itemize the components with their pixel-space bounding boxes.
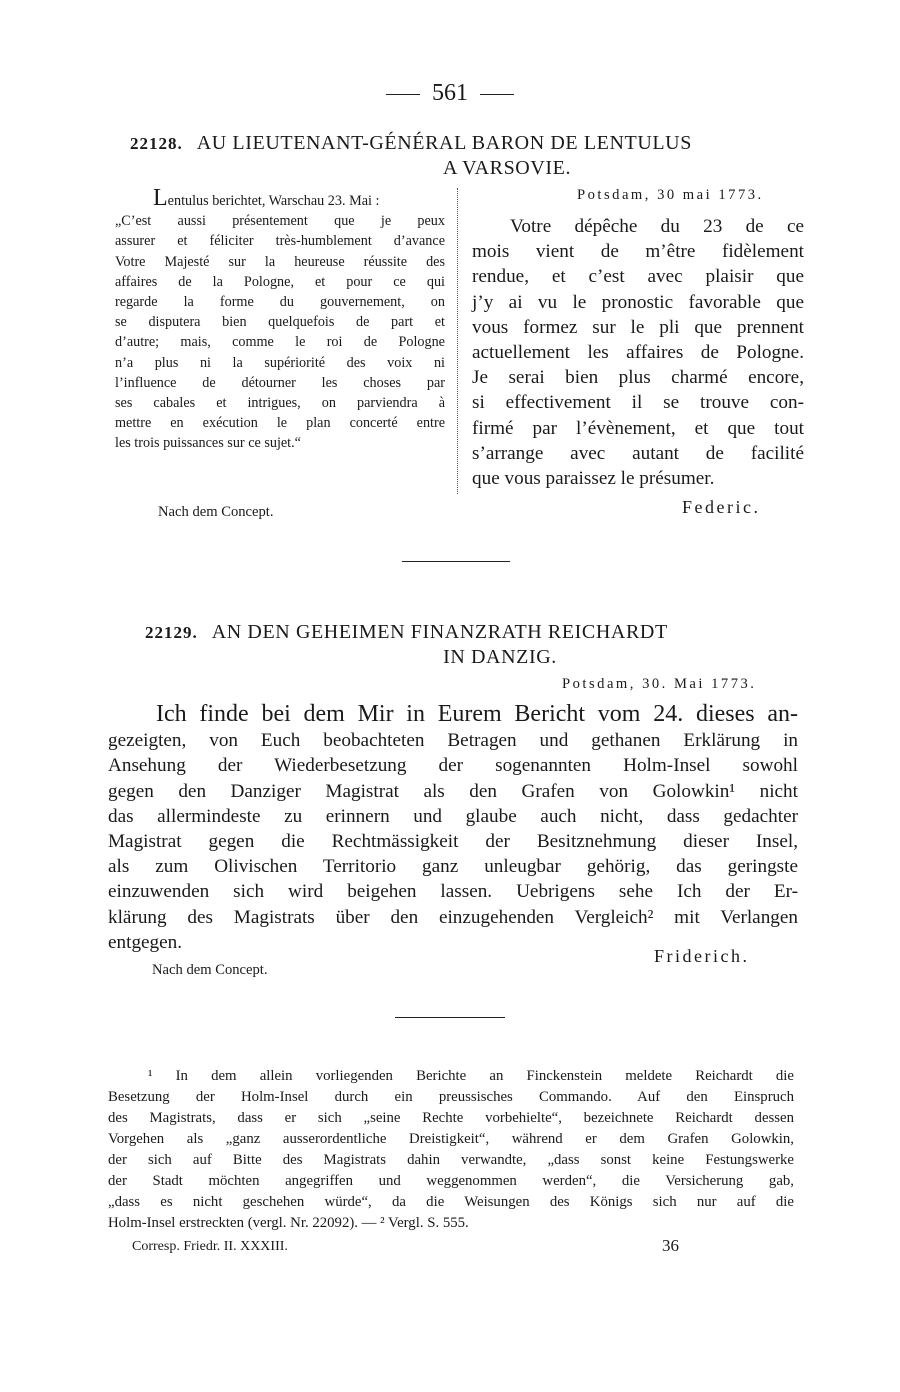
footnote-line: Holm-Insel erstreckten (vergl. Nr. 22092). — ² Vergl. S. 555. <box>108 1215 469 1231</box>
letter-1-dateline: Potsdam, 30 mai 1773. <box>577 187 764 203</box>
letter-2-line: Ansehung der Wiederbesetzung der sogenannten Holm-Insel sowohl <box>108 755 798 777</box>
letter-2-line: klärung des Magistrats über den einzugehenden Vergleich² mit Verlangen <box>108 906 798 928</box>
report-line: regarde la forme du gouvernement, on <box>115 294 445 311</box>
report-line: assurer et féliciter très-humblement d’avance <box>115 233 445 250</box>
reply-line: rendue, et c’est avec plaisir que <box>472 266 804 288</box>
reply-line: mois vient de m’être fidèlement <box>472 241 804 263</box>
reply-line: actuellement les affaires de Pologne. <box>472 342 804 364</box>
letter-1-number: 22128. <box>130 134 183 153</box>
footnote-separator <box>395 1017 505 1018</box>
reply-line: j’y ai vu le pronostic favorable que <box>472 291 804 313</box>
letter-1-left-column <box>115 185 445 454</box>
header-dash-left <box>386 94 420 95</box>
report-line: mettre en exécution le plan concerté entre <box>115 415 445 432</box>
letter-1-right-column <box>472 214 804 491</box>
page-number: 561 <box>432 80 468 106</box>
letter-2-dateline: Potsdam, 30. Mai 1773. <box>562 676 757 692</box>
reply-line: s’arrange avec autant de facilité <box>472 442 804 464</box>
letter-2-line: entgegen. <box>108 931 183 953</box>
reply-line: que vous paraissez le présumer. <box>472 468 715 490</box>
letter-2-body-line-0: Ich finde bei dem Mir in Eurem Bericht vom 24. dieses an- <box>156 701 798 727</box>
letter-2-signature: Friderich. <box>654 946 750 966</box>
footnote-line: der Stadt möchten angegriffen und weggenommen werden“, die Versicherung gab, <box>108 1173 794 1189</box>
letter-2-title-line1: AN DEN GEHEIMEN FINANZRATH REICHARDT <box>211 621 668 643</box>
footnotes <box>108 1066 794 1234</box>
letter-2-number: 22129. <box>145 623 198 642</box>
letter-1-title-line1: AU LIEUTENANT-GÉNÉRAL BARON DE LENTULUS <box>196 132 692 154</box>
letter-2-title-line2: IN DANZIG. <box>443 646 557 668</box>
footer-signature: Corresp. Friedr. II. XXXIII. <box>132 1239 288 1254</box>
report-line: affaires de la Pologne, et pour ce qui <box>115 273 445 290</box>
letter-1-heading <box>130 131 692 156</box>
footnote-line: des Magistrats, dass er sich „seine Rechte vorbehielte“, bezeichnete Reichardt dessen <box>108 1110 794 1126</box>
footnote-line: „dass es nicht geschehen würde“, da die Weisungen des Königs sich nur auf die <box>108 1194 794 1210</box>
letter-2-source-note: Nach dem Concept. <box>152 962 268 978</box>
reply-line: Votre dépêche du 23 de ce <box>510 216 804 237</box>
header-dash-right <box>480 94 514 95</box>
intro-initial: L <box>153 185 168 211</box>
letter-2-line: gezeigten, von Euch beobachteten Betragen und gethanen Erklärung in <box>108 730 798 752</box>
footnote-line: der sich auf Bitte des Magistrats dahin verwandte, „dass sonst keine Festungswerke <box>108 1152 794 1168</box>
letter-2-line: das allermindeste zu erinnern und glaube auch nicht, dass gedachter <box>108 805 798 827</box>
reply-line: firmé par l’évènement, et que tout <box>472 417 804 439</box>
footnote-line: Vorgehen als „ganz ausserordentliche Dreistigkeit“, während er dem Grafen Golowkin, <box>108 1131 794 1147</box>
report-line: „C’est aussi présentement que je peux <box>115 213 445 230</box>
report-line: d’autre; mais, comme le roi de Pologne <box>115 334 445 351</box>
report-line: l’influence de détourner les choses par <box>115 374 445 391</box>
report-line: n’a plus ni la supériorité des voix ni <box>115 354 445 371</box>
letter-1-source-note: Nach dem Concept. <box>158 504 274 520</box>
report-line: ses cabales et intrigues, on parviendra à <box>115 395 445 412</box>
report-line: les trois puissances sur ce sujet.“ <box>115 435 301 452</box>
reply-line: si effectivement il se trouve con- <box>472 392 804 414</box>
letter-2-line <box>156 702 798 728</box>
letter-2-line: als zum Olivischen Territorio ganz unleugbar gehörig, das geringste <box>108 856 798 878</box>
letter-2-line: Magistrat gegen die Rechtmässigkeit der Besitznehmung dieser Insel, <box>108 831 798 853</box>
reply-line: Je serai bien plus charmé encore, <box>472 367 804 389</box>
letter-separator <box>402 561 510 562</box>
page-header <box>0 80 900 107</box>
intro-rest: entulus berichtet, Warschau 23. Mai : <box>167 193 380 209</box>
reply-line: vous formez sur le pli que prennent <box>472 316 804 338</box>
letter-2-heading <box>145 620 668 645</box>
column-divider <box>457 188 458 494</box>
letter-2-line: einzuwenden sich wird beigehen lassen. Uebrigens sehe Ich der Er- <box>108 881 798 903</box>
letter-2-body <box>108 702 798 955</box>
report-intro <box>153 185 445 211</box>
footnote-line: Besetzung der Holm-Insel durch ein preussisches Commando. Auf den Einspruch <box>108 1089 794 1105</box>
report-line: Votre Majesté sur la heureuse réussite des <box>115 253 445 270</box>
letter-2-line: gegen den Danziger Magistrat als den Grafen von Golowkin¹ nicht <box>108 780 798 802</box>
letter-1-signature: Federic. <box>682 497 761 517</box>
letter-1-title-line2: A VARSOVIE. <box>442 157 572 179</box>
report-line: se disputera bien quelquefois de part et <box>115 314 445 331</box>
footnote-line: ¹ In dem allein vorliegenden Berichte an Finckenstein meldete Reichardt die <box>148 1068 794 1084</box>
footer-sheet-number: 36 <box>662 1236 679 1255</box>
